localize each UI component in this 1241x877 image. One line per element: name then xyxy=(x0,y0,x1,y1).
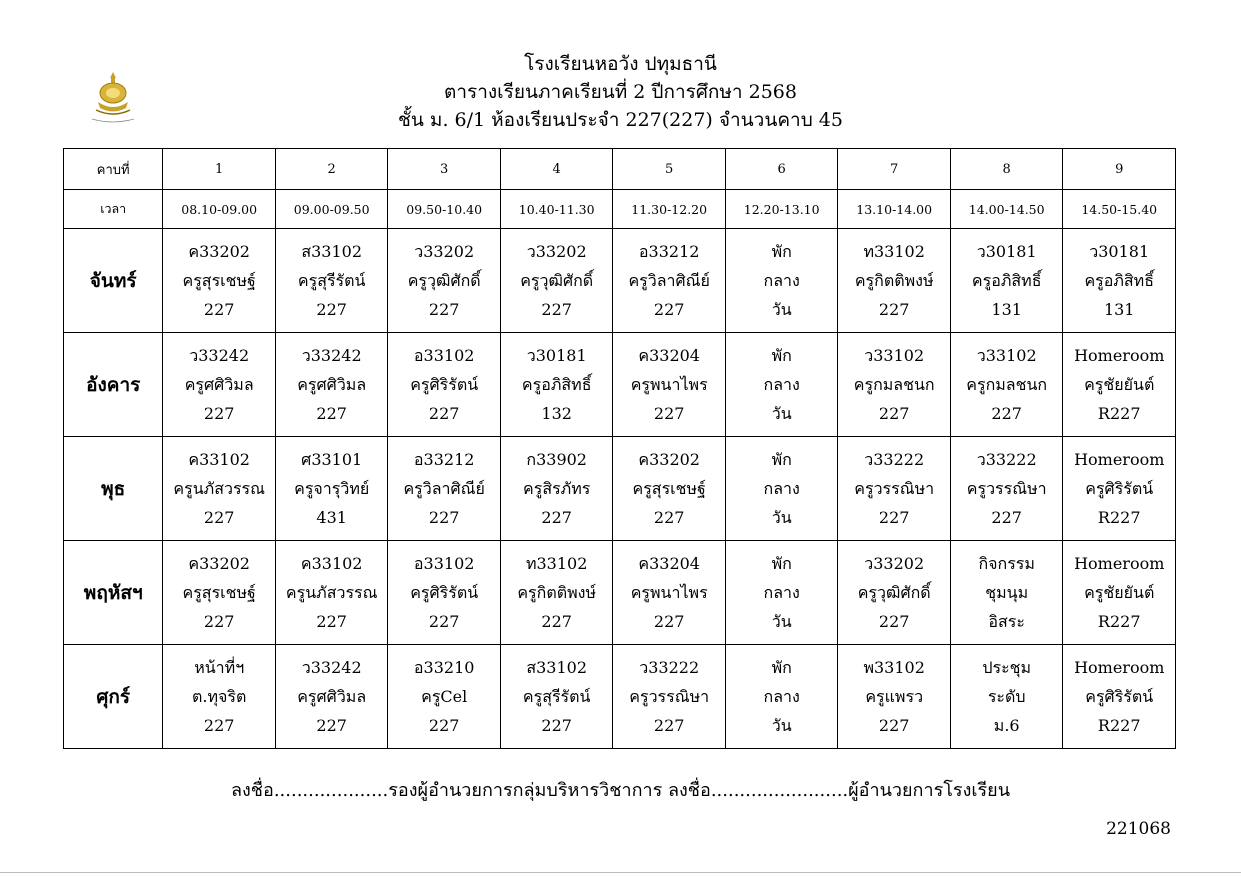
teacher-name: ครูCel xyxy=(421,687,468,706)
teacher-name: ครูนภัสวรรณ xyxy=(173,479,265,498)
time-label: เวลา xyxy=(64,190,163,229)
room-number: 131 xyxy=(991,300,1022,319)
subject-code: Homeroom xyxy=(1074,346,1165,365)
schedule-cell xyxy=(950,229,1063,333)
time-slot: 08.10-09.00 xyxy=(163,190,276,229)
room-number: 227 xyxy=(541,612,572,631)
teacher-name: ครูอภิสิทธิ์ xyxy=(521,375,592,394)
subject-code: พัก xyxy=(771,346,792,365)
subject-code: ส33102 xyxy=(301,242,363,261)
subject-code: ว33222 xyxy=(976,450,1037,469)
subject-code: ค33202 xyxy=(188,242,250,261)
teacher-name: ครูพนาไพร xyxy=(630,375,708,394)
room-number: R227 xyxy=(1097,716,1141,735)
schedule-cell xyxy=(838,645,951,749)
schedule-cell xyxy=(950,437,1063,541)
subject-code: ส33102 xyxy=(526,658,588,677)
document-header xyxy=(0,50,1241,134)
day-row xyxy=(64,541,1176,645)
room-number: วัน xyxy=(771,404,792,423)
room-number: 227 xyxy=(316,300,347,319)
subject-code: อ33210 xyxy=(413,658,475,677)
room-number: 227 xyxy=(316,716,347,735)
subject-code: Homeroom xyxy=(1074,554,1165,573)
teacher-name: ครูอภิสิทธิ์ xyxy=(971,271,1042,290)
bottom-divider xyxy=(0,872,1241,873)
day-label: ศุกร์ xyxy=(64,645,163,749)
room-number: 431 xyxy=(316,508,347,527)
schedule-cell xyxy=(275,541,388,645)
teacher-name: ครูศศิวิมล xyxy=(297,687,367,706)
subject-code: Homeroom xyxy=(1074,658,1165,677)
schedule-cell xyxy=(388,645,501,749)
subject-code: ว33102 xyxy=(864,346,925,365)
day-label: อังคาร xyxy=(64,333,163,437)
subject-code: ค33202 xyxy=(638,450,700,469)
schedule-cell xyxy=(725,333,838,437)
subject-code: ก33902 xyxy=(526,450,587,469)
subject-code: ว33202 xyxy=(526,242,587,261)
schedule-cell xyxy=(388,541,501,645)
subject-code: ค33102 xyxy=(300,554,363,573)
teacher-name: ครูกิตติพงษ์ xyxy=(517,583,597,602)
room-number: 227 xyxy=(428,508,460,527)
room-number: 227 xyxy=(203,716,235,735)
room-number: 227 xyxy=(203,404,235,423)
room-number: 132 xyxy=(541,404,572,423)
room-number: 227 xyxy=(541,300,572,319)
room-number: 227 xyxy=(991,404,1022,423)
teacher-name: ครูพนาไพร xyxy=(630,583,708,602)
room-number: 227 xyxy=(541,716,572,735)
teacher-name: ครูสุรีรัตน์ xyxy=(297,271,366,290)
subject-code: ว30181 xyxy=(976,242,1037,261)
period-label: คาบที่ xyxy=(64,149,163,190)
teacher-name: ต.ทุจริต xyxy=(191,687,247,706)
subject-code: ว33222 xyxy=(639,658,700,677)
day-row xyxy=(64,437,1176,541)
schedule-cell xyxy=(388,333,501,437)
subject-code: พ33102 xyxy=(863,658,925,677)
room-number: 227 xyxy=(653,612,685,631)
room-number: 227 xyxy=(541,508,572,527)
room-number: 227 xyxy=(878,404,910,423)
teacher-name: ครูศศิวิมล xyxy=(297,375,367,394)
schedule-cell xyxy=(613,645,726,749)
room-number: 227 xyxy=(428,612,460,631)
schedule-cell xyxy=(388,229,501,333)
schedule-cell xyxy=(950,645,1063,749)
schedule-cell xyxy=(163,645,276,749)
document-code: 221068 xyxy=(1106,819,1171,839)
schedule-cell xyxy=(500,541,613,645)
timetable xyxy=(63,148,1176,749)
room-number: R227 xyxy=(1097,404,1141,423)
room-number: วัน xyxy=(771,716,792,735)
room-number: 227 xyxy=(878,300,910,319)
schedule-cell xyxy=(388,437,501,541)
teacher-name: ระดับ xyxy=(987,687,1026,706)
subject-code: ศ33101 xyxy=(301,450,363,469)
schedule-cell xyxy=(725,229,838,333)
room-number: 227 xyxy=(428,716,460,735)
room-number: วัน xyxy=(771,612,792,631)
schedule-cell xyxy=(613,333,726,437)
room-number: 227 xyxy=(653,404,685,423)
teacher-name: กลาง xyxy=(763,583,800,602)
period-number: 4 xyxy=(500,149,613,190)
subject-code: Homeroom xyxy=(1074,450,1165,469)
teacher-name: ครูจารุวิทย์ xyxy=(294,479,370,498)
room-number: R227 xyxy=(1097,508,1141,527)
subject-code: ว33202 xyxy=(864,554,925,573)
day-row xyxy=(64,229,1176,333)
teacher-name: ครูสิรภัทร xyxy=(523,479,591,498)
schedule-cell xyxy=(838,333,951,437)
period-number: 6 xyxy=(725,149,838,190)
teacher-name: ครูวรรณิษา xyxy=(629,687,710,706)
schedule-cell xyxy=(950,333,1063,437)
schedule-cell xyxy=(725,437,838,541)
teacher-name: ครูศศิวิมล xyxy=(184,375,254,394)
teacher-name: กลาง xyxy=(763,479,800,498)
room-number: 227 xyxy=(428,300,460,319)
room-number: วัน xyxy=(771,300,792,319)
period-number: 8 xyxy=(950,149,1063,190)
teacher-name: ครูกิตติพงษ์ xyxy=(854,271,934,290)
subject-code: ว33242 xyxy=(301,346,362,365)
schedule-cell xyxy=(275,645,388,749)
subject-code: ค33102 xyxy=(188,450,250,469)
teacher-name: ครูวุฒิศักดิ์ xyxy=(407,271,481,290)
room-number: 227 xyxy=(203,508,235,527)
period-number: 9 xyxy=(1063,149,1176,190)
teacher-name: ครูวิลาศิณีย์ xyxy=(628,271,710,290)
signature-line: ลงชื่อ....................รองผู้อำนวยการกลุ่มบริหารวิชาการ ลงชื่อ........................ผู้อำนวยการโรงเรียน xyxy=(230,780,1011,801)
subject-code: ว30181 xyxy=(526,346,587,365)
teacher-name: กลาง xyxy=(763,687,800,706)
room-number: 227 xyxy=(428,404,460,423)
school-crest-icon xyxy=(78,68,148,126)
subject-code: อ33102 xyxy=(413,346,475,365)
teacher-name: ครูสุรีรัตน์ xyxy=(522,687,591,706)
subject-code: อ33102 xyxy=(413,554,475,573)
teacher-name: ครูวุฒิศักดิ์ xyxy=(857,583,931,602)
subject-code: ว30181 xyxy=(1089,242,1150,261)
room-number: 227 xyxy=(653,508,685,527)
room-number: 227 xyxy=(878,508,910,527)
subject-code: ว33222 xyxy=(864,450,925,469)
schedule-cell xyxy=(725,645,838,749)
subject-code: พัก xyxy=(771,242,792,261)
time-slot: 09.50-10.40 xyxy=(388,190,501,229)
school-name: โรงเรียนหอวัง ปทุมธานี xyxy=(524,53,717,75)
time-slot: 09.00-09.50 xyxy=(275,190,388,229)
teacher-name: ครูศิริรัตน์ xyxy=(410,583,479,602)
schedule-cell xyxy=(1063,333,1176,437)
subject-code: ว33242 xyxy=(301,658,362,677)
subject-code: ท33102 xyxy=(863,242,925,261)
teacher-name: ครูศิริรัตน์ xyxy=(1085,479,1154,498)
room-number: 227 xyxy=(653,716,685,735)
schedule-cell xyxy=(613,541,726,645)
schedule-cell xyxy=(500,333,613,437)
schedule-cell xyxy=(838,229,951,333)
subject-code: พัก xyxy=(771,658,792,677)
day-label: พุธ xyxy=(64,437,163,541)
time-slot: 14.00-14.50 xyxy=(950,190,1063,229)
room-number: 227 xyxy=(991,508,1022,527)
room-number: 227 xyxy=(878,612,910,631)
teacher-name: ครูชัยยันต์ xyxy=(1084,583,1155,602)
teacher-name: ครูแพรว xyxy=(865,687,924,706)
teacher-name: ครูกมลชนก xyxy=(853,375,935,394)
subject-code: ค33204 xyxy=(638,346,700,365)
subject-code: พัก xyxy=(771,450,792,469)
subject-code: อ33212 xyxy=(638,242,700,261)
schedule-cell xyxy=(163,541,276,645)
room-number: R227 xyxy=(1097,612,1141,631)
period-number: 3 xyxy=(388,149,501,190)
time-slot: 11.30-12.20 xyxy=(613,190,726,229)
class-info: ชั้น ม. 6/1 ห้องเรียนประจำ 227(227) จำนวนคาบ 45 xyxy=(398,109,843,131)
teacher-name: ครูวรรณิษา xyxy=(854,479,935,498)
teacher-name: ครูนภัสวรรณ xyxy=(285,583,378,602)
room-number: อิสระ xyxy=(988,612,1025,631)
day-label: พฤหัสฯ xyxy=(64,541,163,645)
time-slot: 10.40-11.30 xyxy=(500,190,613,229)
teacher-name: ครูวุฒิศักดิ์ xyxy=(520,271,594,290)
subject-code: กิจกรรม xyxy=(978,554,1035,573)
subject-code: ว33202 xyxy=(414,242,475,261)
teacher-name: ครูศิริรัตน์ xyxy=(410,375,479,394)
schedule-cell xyxy=(613,229,726,333)
schedule-cell xyxy=(838,541,951,645)
schedule-cell xyxy=(1063,229,1176,333)
schedule-cell xyxy=(500,229,613,333)
room-number: 227 xyxy=(203,300,235,319)
schedule-cell xyxy=(613,437,726,541)
teacher-name: ครูชัยยันต์ xyxy=(1084,375,1155,394)
subject-code: ค33202 xyxy=(188,554,250,573)
subject-code: พัก xyxy=(771,554,792,573)
time-slot: 12.20-13.10 xyxy=(725,190,838,229)
schedule-cell xyxy=(838,437,951,541)
subject-code: หน้าที่ฯ xyxy=(194,658,245,677)
room-number: 131 xyxy=(1103,300,1135,319)
teacher-name: ครูศิริรัตน์ xyxy=(1085,687,1154,706)
schedule-cell xyxy=(725,541,838,645)
teacher-name: ครูสุรเชษฐ์ xyxy=(632,479,706,498)
schedule-cell xyxy=(163,333,276,437)
teacher-name: ครูสุรเชษฐ์ xyxy=(182,583,256,602)
schedule-cell xyxy=(500,645,613,749)
schedule-cell xyxy=(275,333,388,437)
schedule-cell xyxy=(1063,541,1176,645)
time-row xyxy=(64,190,1176,229)
teacher-name: ชุมนุม xyxy=(985,583,1029,602)
period-number: 7 xyxy=(838,149,951,190)
schedule-cell xyxy=(500,437,613,541)
period-number: 5 xyxy=(613,149,726,190)
schedule-cell xyxy=(950,541,1063,645)
room-number: 227 xyxy=(316,404,347,423)
teacher-name: ครูกมลชนก xyxy=(966,375,1048,394)
schedule-cell xyxy=(1063,645,1176,749)
subject-code: ว33102 xyxy=(976,346,1037,365)
subject-code: ท33102 xyxy=(525,554,588,573)
room-number: 227 xyxy=(653,300,685,319)
period-header-row xyxy=(64,149,1176,190)
schedule-cell xyxy=(1063,437,1176,541)
schedule-cell xyxy=(163,229,276,333)
period-number: 1 xyxy=(163,149,276,190)
term-title: ตารางเรียนภาคเรียนที่ 2 ปีการศึกษา 2568 xyxy=(444,81,797,103)
subject-code: ว33242 xyxy=(189,346,250,365)
teacher-name: ครูวรรณิษา xyxy=(966,479,1047,498)
subject-code: ค33204 xyxy=(638,554,700,573)
room-number: 227 xyxy=(203,612,235,631)
time-slot: 13.10-14.00 xyxy=(838,190,951,229)
subject-code: อ33212 xyxy=(413,450,475,469)
schedule-cell xyxy=(163,437,276,541)
teacher-name: ครูวิลาศิณีย์ xyxy=(403,479,485,498)
room-number: ม.6 xyxy=(993,716,1020,735)
teacher-name: กลาง xyxy=(763,375,800,394)
teacher-name: กลาง xyxy=(763,271,800,290)
subject-code: ประชุม xyxy=(982,658,1032,677)
day-row xyxy=(64,333,1176,437)
day-label: จันทร์ xyxy=(64,229,163,333)
time-slot: 14.50-15.40 xyxy=(1063,190,1176,229)
period-number: 2 xyxy=(275,149,388,190)
teacher-name: ครูอภิสิทธิ์ xyxy=(1084,271,1154,290)
teacher-name: ครูสุรเชษฐ์ xyxy=(182,271,256,290)
day-row xyxy=(64,645,1176,749)
room-number: 227 xyxy=(878,716,910,735)
schedule-cell xyxy=(275,437,388,541)
room-number: 227 xyxy=(316,612,347,631)
room-number: วัน xyxy=(771,508,792,527)
schedule-cell xyxy=(275,229,388,333)
